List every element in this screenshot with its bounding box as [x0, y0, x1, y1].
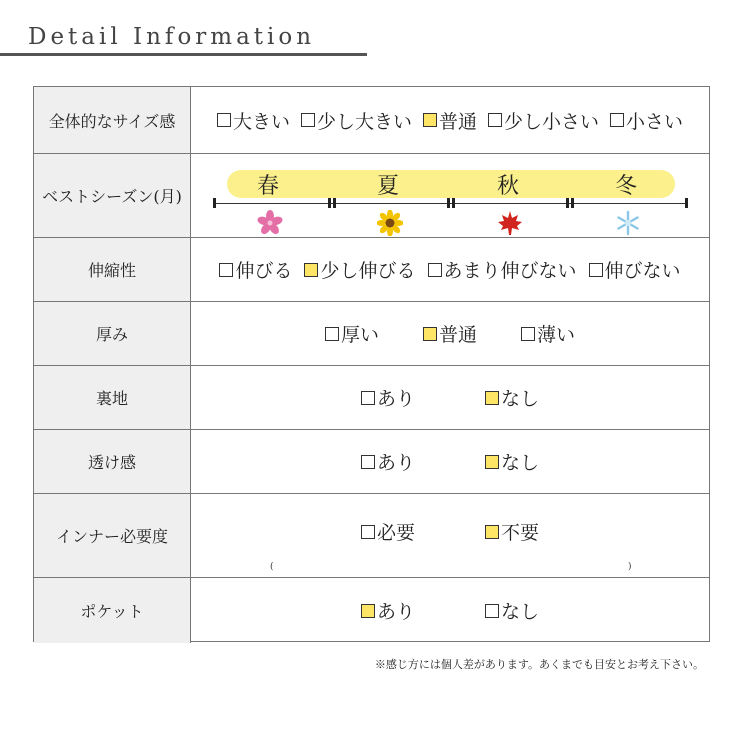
option-thick[interactable]: 厚い [325, 320, 379, 347]
season-timeline [191, 154, 709, 237]
option-inner-needed[interactable]: 必要 [361, 518, 415, 545]
row-label: ポケット [34, 578, 191, 643]
pocket-options [191, 578, 709, 643]
detail-table [33, 86, 710, 642]
option-sheer-yes[interactable]: あり [361, 448, 415, 475]
option-thickness-normal[interactable]: 普通 [423, 320, 477, 347]
snowflake-icon [615, 210, 641, 236]
title-underline [0, 53, 367, 56]
checkbox-icon [610, 113, 624, 127]
option-sheer-no[interactable]: なし [485, 448, 539, 475]
row-lining [34, 366, 709, 430]
checkbox-icon [361, 391, 375, 405]
row-label: インナー必要度 [34, 494, 191, 577]
row-size [34, 87, 709, 154]
sheerness-options [191, 430, 709, 493]
checkbox-icon [301, 113, 315, 127]
row-label: ベストシーズン(月) [34, 154, 191, 237]
season-bar [227, 170, 675, 198]
option-stretch-yes[interactable]: 伸びる [219, 256, 292, 283]
checkbox-icon [217, 113, 231, 127]
option-size-large[interactable]: 大きい [217, 107, 290, 134]
option-pocket-yes[interactable]: あり [361, 597, 415, 624]
option-stretch-slight[interactable]: 少し伸びる [304, 256, 415, 283]
checkbox-icon [361, 525, 375, 539]
option-lining-no[interactable]: なし [485, 384, 539, 411]
sakura-icon [257, 210, 283, 236]
season-autumn: 秋 [497, 174, 520, 199]
month-tick [213, 198, 216, 208]
checkbox-checked-icon [304, 263, 318, 277]
checkbox-icon [361, 455, 375, 469]
checkbox-checked-icon [423, 327, 437, 341]
checkbox-icon [521, 327, 535, 341]
disclaimer-note: ※感じ方には個人差があります。あくまでも目安とお考え下さい。 [374, 658, 704, 671]
row-pocket [34, 578, 709, 643]
checkbox-checked-icon [423, 113, 437, 127]
month-tick [566, 198, 569, 208]
option-size-small[interactable]: 小さい [610, 107, 683, 134]
thickness-options [191, 302, 709, 365]
sunflower-icon [377, 210, 403, 236]
paren-open: ( [270, 562, 274, 572]
option-size-normal[interactable]: 普通 [423, 107, 477, 134]
month-tick [447, 198, 450, 208]
checkbox-icon [488, 113, 502, 127]
season-summer: 夏 [377, 174, 400, 199]
option-lining-yes[interactable]: あり [361, 384, 415, 411]
option-stretch-no[interactable]: 伸びない [589, 256, 681, 283]
row-stretch [34, 238, 709, 302]
row-inner-needed [34, 494, 709, 578]
checkbox-checked-icon [485, 525, 499, 539]
month-axis [213, 203, 687, 204]
option-pocket-no[interactable]: なし [485, 597, 539, 624]
option-thin[interactable]: 薄い [521, 320, 575, 347]
option-size-slightly-large[interactable]: 少し大きい [301, 107, 412, 134]
checkbox-icon [219, 263, 233, 277]
season-winter: 冬 [615, 174, 638, 199]
size-options [191, 87, 709, 153]
option-size-slightly-small[interactable]: 少し小さい [488, 107, 599, 134]
row-label: 全体的なサイズ感 [34, 87, 191, 153]
option-inner-not-needed[interactable]: 不要 [485, 518, 539, 545]
row-best-season [34, 154, 709, 238]
month-tick [571, 198, 574, 208]
row-thickness [34, 302, 709, 366]
checkbox-checked-icon [361, 604, 375, 618]
season-spring: 春 [257, 174, 280, 199]
paren-close: ) [628, 562, 632, 572]
checkbox-icon [485, 604, 499, 618]
month-tick [452, 198, 455, 208]
month-tick [685, 198, 688, 208]
row-sheerness [34, 430, 709, 494]
lining-options [191, 366, 709, 429]
row-label: 透け感 [34, 430, 191, 493]
checkbox-checked-icon [485, 455, 499, 469]
stretch-options [191, 238, 709, 301]
month-tick [333, 198, 336, 208]
checkbox-icon [325, 327, 339, 341]
row-label: 伸縮性 [34, 238, 191, 301]
row-label: 厚み [34, 302, 191, 365]
maple-leaf-icon [497, 210, 523, 236]
checkbox-icon [428, 263, 442, 277]
month-tick [328, 198, 331, 208]
option-stretch-little[interactable]: あまり伸びない [428, 256, 577, 283]
checkbox-icon [589, 263, 603, 277]
checkbox-checked-icon [485, 391, 499, 405]
row-label: 裏地 [34, 366, 191, 429]
page-title: Detail Information [28, 24, 316, 50]
